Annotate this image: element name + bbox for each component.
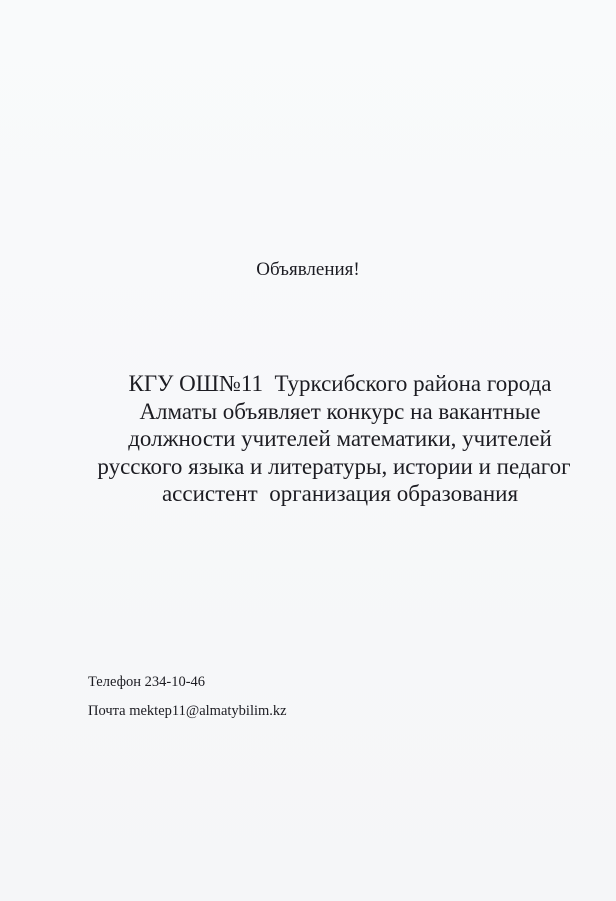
body-line: русского языка и литературы, истории и педагог — [97, 453, 571, 479]
announcement-body — [80, 370, 600, 508]
body-line: должности учителей математики, учителей — [128, 426, 552, 451]
phone-text: Телефон 234-10-46 — [88, 674, 206, 690]
body-line: Алматы объявляет конкурс на вакантные — [139, 398, 541, 424]
announcement-title: Объявления! — [256, 259, 360, 280]
email-text: Почта mektep11@almatybilim.kz — [88, 703, 287, 719]
body-line: ассистент организация образования — [161, 481, 519, 506]
body-line: КГУ ОШ№11 Турксибского района города — [128, 371, 552, 396]
